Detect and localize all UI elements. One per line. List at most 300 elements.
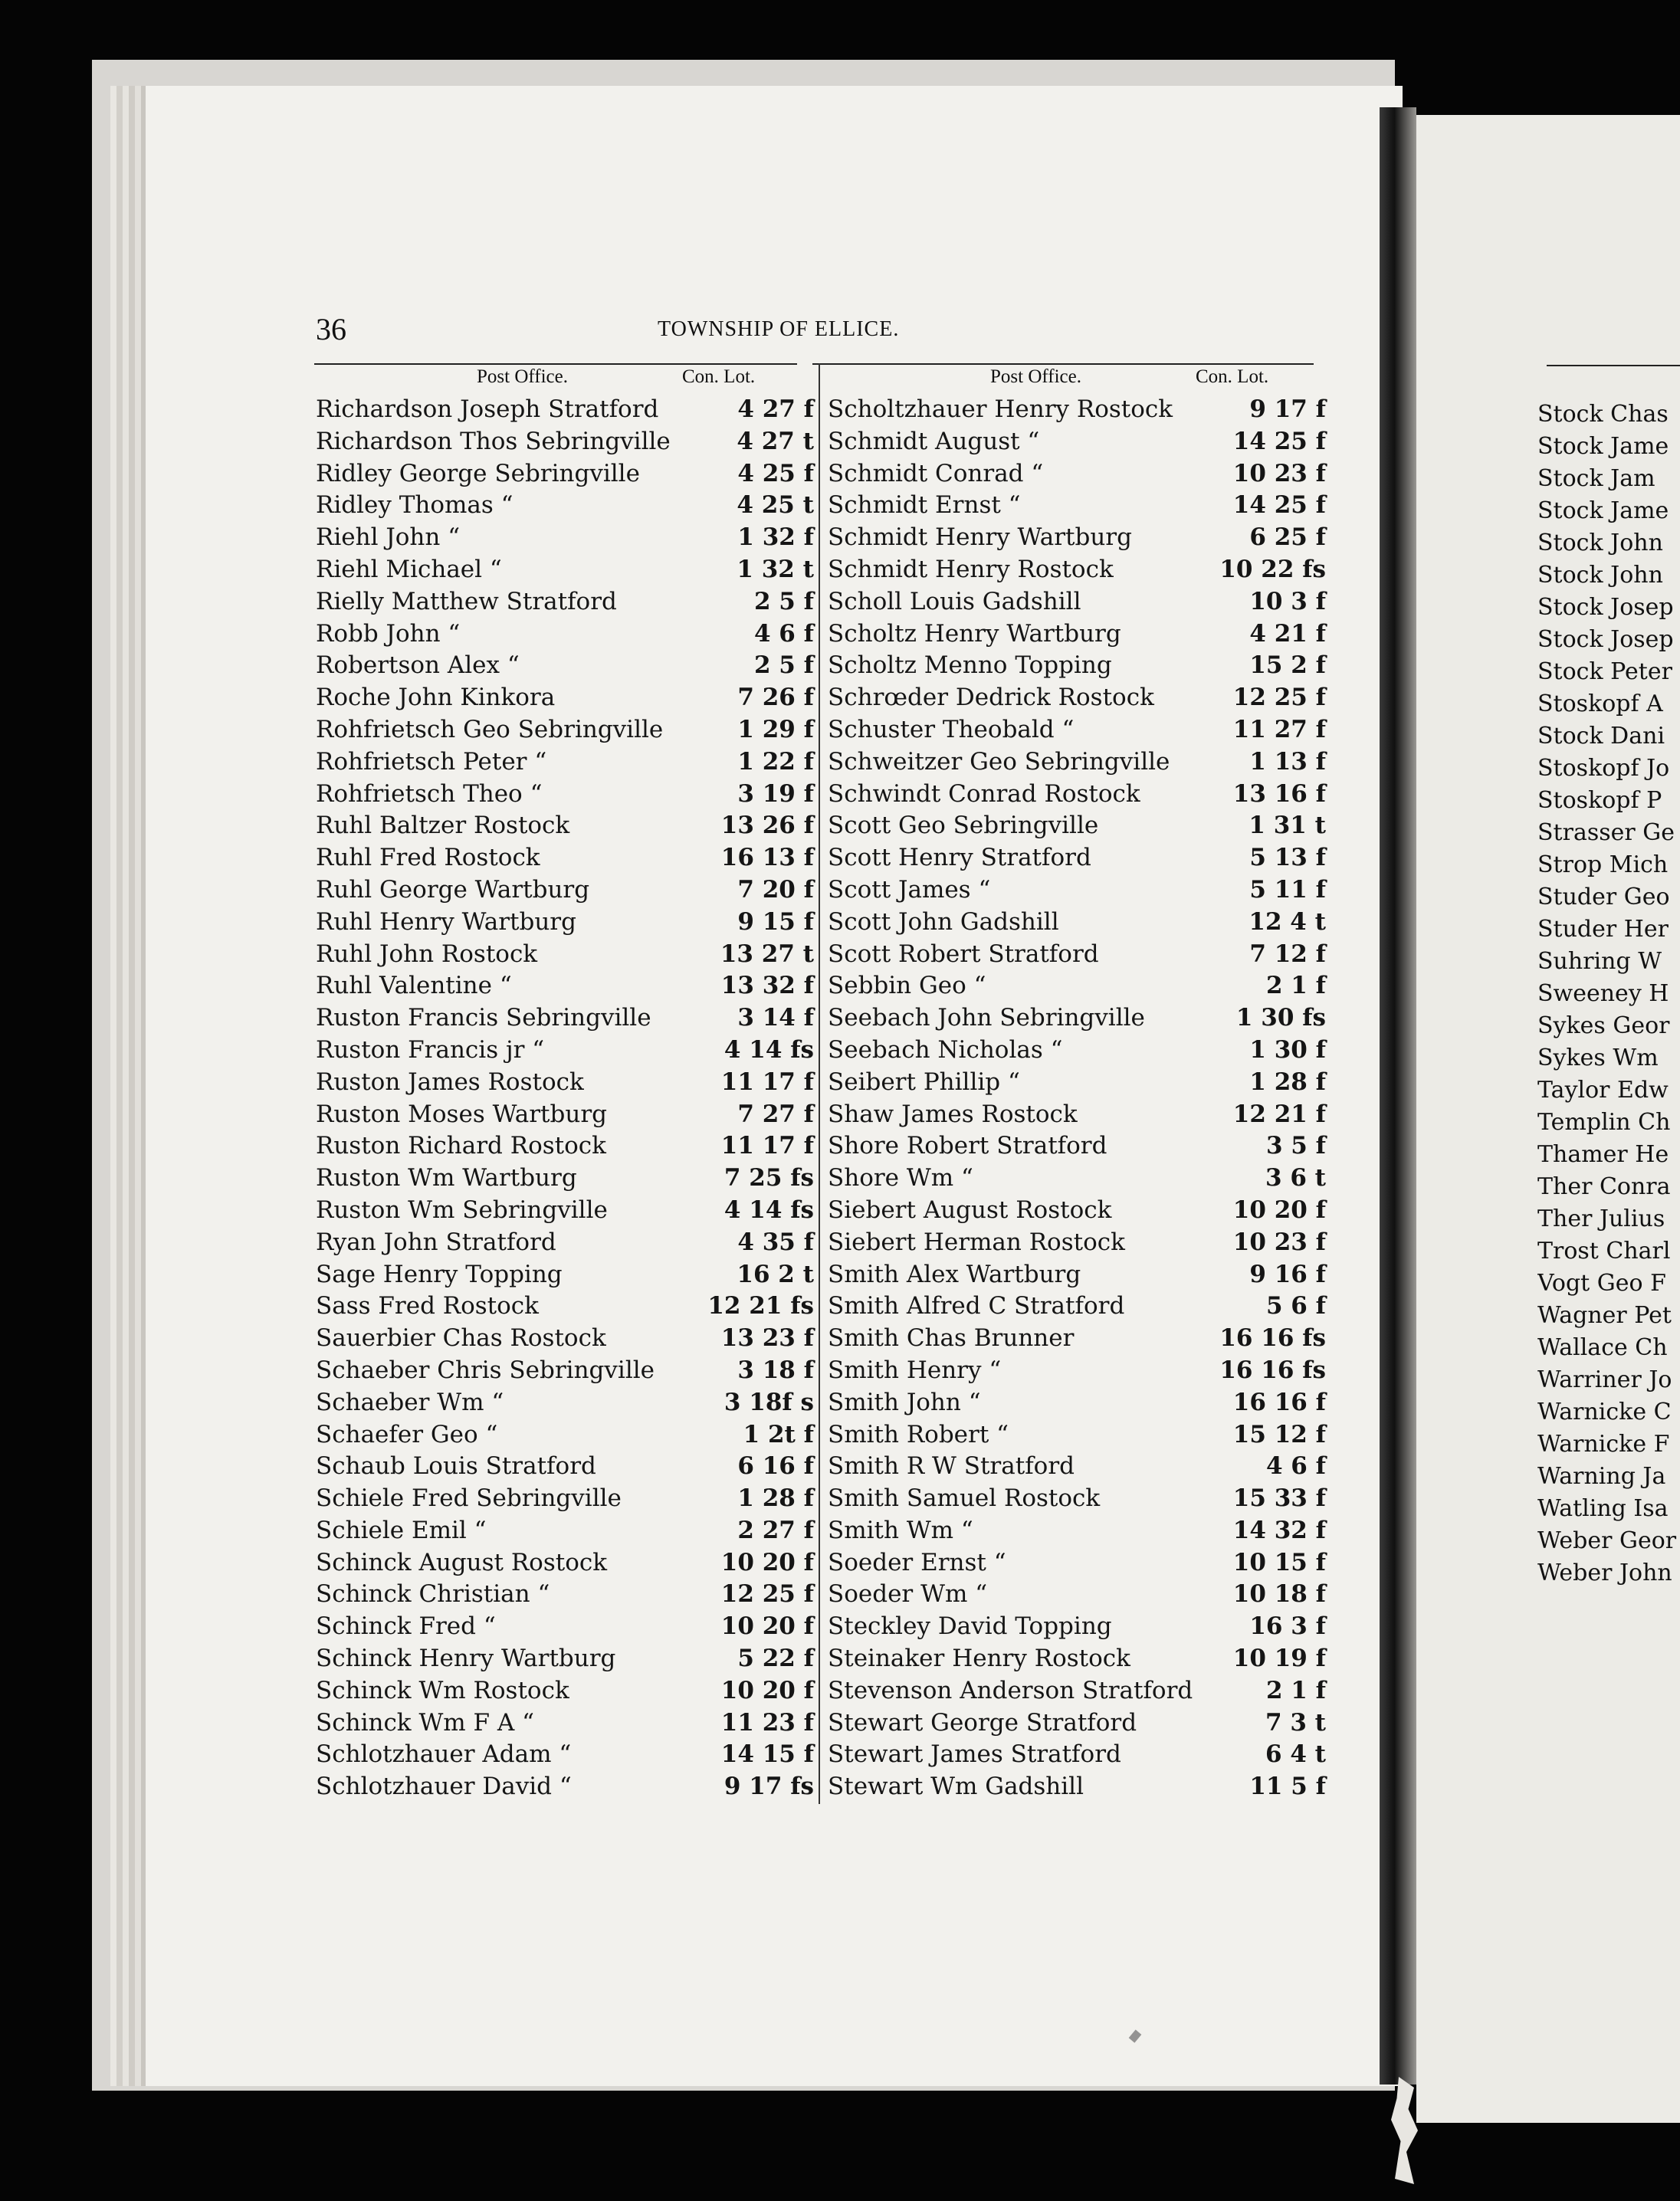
entry-con-lot: 3 5 f bbox=[1265, 1132, 1326, 1160]
entry-con-lot: 4 35 f bbox=[737, 1228, 814, 1256]
facing-entry: Stock Josep bbox=[1537, 626, 1674, 653]
directory-entry bbox=[316, 1643, 814, 1675]
entry-con-lot: 7 12 f bbox=[1249, 940, 1326, 968]
header-post-office-right: Post Office. bbox=[990, 366, 1081, 387]
directory-entry bbox=[828, 1227, 1326, 1259]
entry-con-lot: 3 19 f bbox=[737, 779, 814, 808]
facing-page-column bbox=[1537, 399, 1680, 1589]
directory-entry bbox=[316, 1035, 814, 1067]
directory-entry bbox=[316, 1195, 814, 1227]
entry-con-lot: 2 27 f bbox=[737, 1516, 814, 1544]
directory-entry bbox=[316, 682, 814, 714]
directory-entry bbox=[828, 939, 1326, 971]
directory-entry bbox=[316, 779, 814, 811]
facing-entry: Warnicke C bbox=[1537, 1399, 1672, 1425]
directory-entry bbox=[828, 714, 1326, 746]
entry-name: Smith John “ bbox=[828, 1388, 981, 1416]
entry-con-lot: 5 6 f bbox=[1265, 1292, 1326, 1320]
directory-entry bbox=[828, 1387, 1326, 1419]
entry-name: Scholtz Henry Wartburg bbox=[828, 619, 1121, 648]
entry-name: Smith Chas Brunner bbox=[828, 1324, 1075, 1353]
entry-con-lot: 14 25 f bbox=[1232, 427, 1326, 455]
directory-entry bbox=[316, 1579, 814, 1611]
directory-entry bbox=[316, 1707, 814, 1740]
entry-con-lot: 10 23 f bbox=[1232, 1228, 1326, 1256]
facing-entry: Templin Ch bbox=[1537, 1109, 1671, 1136]
directory-entry bbox=[316, 522, 814, 554]
page-number: 36 bbox=[316, 312, 346, 346]
directory-entry bbox=[316, 554, 814, 586]
header-rule-right bbox=[812, 363, 1314, 365]
entry-con-lot: 3 14 f bbox=[737, 1004, 814, 1032]
entry-name: Siebert Herman Rostock bbox=[828, 1228, 1125, 1256]
directory-entry bbox=[828, 810, 1326, 842]
directory-entry bbox=[316, 1771, 814, 1803]
entry-name: Sage Henry Topping bbox=[316, 1260, 563, 1288]
entry-con-lot: 10 3 f bbox=[1249, 587, 1326, 615]
entry-con-lot: 11 27 f bbox=[1232, 715, 1326, 743]
entry-con-lot: 14 32 f bbox=[1232, 1516, 1326, 1544]
entry-con-lot: 10 22 fs bbox=[1219, 555, 1326, 583]
entry-name: Schlotzhauer David “ bbox=[316, 1773, 572, 1801]
directory-entry bbox=[316, 1515, 814, 1547]
facing-entry: Sweeney H bbox=[1537, 980, 1669, 1007]
entry-name: Schmidt Conrad “ bbox=[828, 459, 1044, 487]
entry-name: Schmidt Henry Wartburg bbox=[828, 523, 1132, 552]
entry-name: Schaefer Geo “ bbox=[316, 1420, 498, 1448]
entry-name: Schinck Wm Rostock bbox=[316, 1676, 569, 1704]
entry-con-lot: 1 29 f bbox=[737, 715, 814, 743]
directory-entry bbox=[828, 1675, 1326, 1707]
directory-entry bbox=[828, 1355, 1326, 1387]
facing-entry: Strasser Ge bbox=[1537, 819, 1675, 846]
entry-name: Schrœder Dedrick Rostock bbox=[828, 684, 1154, 712]
entry-name: Seebach Nicholas “ bbox=[828, 1035, 1063, 1064]
directory-entry bbox=[828, 1130, 1326, 1163]
entry-name: Schinck Christian “ bbox=[316, 1580, 550, 1609]
facing-entry: Warning Ja bbox=[1537, 1463, 1666, 1490]
facing-entry: Trost Charl bbox=[1537, 1238, 1671, 1265]
header-con-lot-left: Con. Lot. bbox=[682, 366, 756, 387]
entry-con-lot: 13 27 t bbox=[720, 940, 814, 968]
entry-con-lot: 4 14 fs bbox=[724, 1035, 814, 1064]
directory-entry bbox=[316, 618, 814, 651]
entry-name: Schinck Wm F A “ bbox=[316, 1708, 535, 1737]
entry-con-lot: 16 16 fs bbox=[1219, 1356, 1326, 1384]
facing-entry: Studer Her bbox=[1537, 916, 1669, 943]
entry-name: Rohfrietsch Theo “ bbox=[316, 779, 543, 808]
directory-entry bbox=[828, 618, 1326, 651]
directory-entry bbox=[828, 874, 1326, 907]
directory-entry bbox=[828, 1611, 1326, 1643]
entry-name: Richardson Thos Sebringville bbox=[316, 427, 671, 455]
entry-name: Shore Robert Stratford bbox=[828, 1132, 1107, 1160]
directory-entry bbox=[828, 554, 1326, 586]
entry-name: Sass Fred Rostock bbox=[316, 1292, 539, 1320]
entry-con-lot: 5 11 f bbox=[1249, 875, 1326, 904]
entry-name: Rohfrietsch Peter “ bbox=[316, 747, 547, 776]
entry-name: Stewart George Stratford bbox=[828, 1708, 1137, 1737]
entry-con-lot: 4 21 f bbox=[1249, 619, 1326, 648]
entry-con-lot: 15 2 f bbox=[1249, 651, 1326, 680]
directory-entry bbox=[316, 970, 814, 1002]
directory-entry bbox=[316, 1227, 814, 1259]
entry-name: Schmidt Ernst “ bbox=[828, 491, 1021, 520]
facing-entry: Ther Julius bbox=[1537, 1205, 1665, 1232]
facing-entry: Sykes Geor bbox=[1537, 1012, 1670, 1039]
entry-con-lot: 2 1 f bbox=[1265, 972, 1326, 1000]
entry-name: Ruston Richard Rostock bbox=[316, 1132, 606, 1160]
entry-name: Shaw James Rostock bbox=[828, 1100, 1078, 1128]
entry-name: Ridley Thomas “ bbox=[316, 491, 514, 520]
facing-entry: Wallace Ch bbox=[1537, 1334, 1668, 1361]
entry-con-lot: 9 17 fs bbox=[724, 1773, 814, 1801]
facing-entry: Warriner Jo bbox=[1537, 1366, 1672, 1393]
entry-name: Robb John “ bbox=[316, 619, 461, 648]
entry-name: Soeder Wm “ bbox=[828, 1580, 988, 1609]
entry-con-lot: 9 16 f bbox=[1249, 1260, 1326, 1288]
entry-con-lot: 12 4 t bbox=[1249, 907, 1326, 936]
entry-name: Ruhl George Wartburg bbox=[316, 875, 590, 904]
directory-entry bbox=[828, 394, 1326, 426]
entry-con-lot: 12 21 fs bbox=[707, 1292, 814, 1320]
entry-con-lot: 11 5 f bbox=[1249, 1773, 1326, 1801]
entry-con-lot: 5 22 f bbox=[737, 1645, 814, 1673]
entry-name: Schaub Louis Stratford bbox=[316, 1452, 596, 1481]
entry-con-lot: 7 25 fs bbox=[724, 1164, 814, 1192]
entry-name: Scott Robert Stratford bbox=[828, 940, 1099, 968]
entry-name: Soeder Ernst “ bbox=[828, 1548, 1006, 1576]
directory-entry bbox=[316, 1002, 814, 1035]
entry-name: Scott Geo Sebringville bbox=[828, 812, 1099, 840]
entry-con-lot: 3 18f s bbox=[724, 1388, 814, 1416]
entry-name: Seibert Phillip “ bbox=[828, 1068, 1020, 1096]
entry-name: Schlotzhauer Adam “ bbox=[316, 1740, 572, 1769]
entry-con-lot: 11 17 f bbox=[720, 1068, 814, 1096]
entry-name: Richardson Joseph Stratford bbox=[316, 395, 659, 423]
column-divider bbox=[819, 363, 820, 1804]
directory-entry bbox=[316, 1291, 814, 1323]
directory-entry bbox=[316, 1387, 814, 1419]
facing-entry: Stock Peter bbox=[1537, 658, 1672, 685]
entry-con-lot: 5 13 f bbox=[1249, 844, 1326, 872]
entry-name: Ruhl Henry Wartburg bbox=[316, 907, 576, 936]
entry-con-lot: 12 25 f bbox=[720, 1580, 814, 1609]
entry-con-lot: 13 16 f bbox=[1232, 779, 1326, 808]
directory-entry bbox=[828, 682, 1326, 714]
entry-con-lot: 1 22 f bbox=[737, 747, 814, 776]
entry-name: Scott John Gadshill bbox=[828, 907, 1059, 936]
entry-name: Smith R W Stratford bbox=[828, 1452, 1075, 1481]
entry-name: Schiele Fred Sebringville bbox=[316, 1484, 622, 1513]
directory-entry bbox=[828, 426, 1326, 458]
directory-entry bbox=[828, 1259, 1326, 1291]
entry-con-lot: 10 19 f bbox=[1232, 1645, 1326, 1673]
entry-con-lot: 14 25 f bbox=[1232, 491, 1326, 520]
directory-entry bbox=[316, 907, 814, 939]
book-gutter bbox=[1380, 107, 1416, 2085]
page-title: TOWNSHIP OF ELLICE. bbox=[658, 317, 900, 341]
entry-con-lot: 4 6 f bbox=[1265, 1452, 1326, 1481]
entry-con-lot: 7 20 f bbox=[737, 875, 814, 904]
facing-entry: Stock Chas bbox=[1537, 401, 1669, 428]
entry-con-lot: 7 3 t bbox=[1265, 1708, 1326, 1737]
entry-name: Stewart Wm Gadshill bbox=[828, 1773, 1084, 1801]
entry-con-lot: 16 3 f bbox=[1249, 1612, 1326, 1641]
directory-entry bbox=[316, 650, 814, 682]
entry-con-lot: 12 21 f bbox=[1232, 1100, 1326, 1128]
entry-con-lot: 10 20 f bbox=[720, 1548, 814, 1576]
entry-con-lot: 4 27 t bbox=[737, 427, 814, 455]
entry-name: Smith Robert “ bbox=[828, 1420, 1009, 1448]
entry-name: Schmidt August “ bbox=[828, 427, 1040, 455]
facing-entry: Ther Conra bbox=[1537, 1173, 1671, 1200]
facing-entry: Stock John bbox=[1537, 562, 1663, 589]
entry-con-lot: 16 16 f bbox=[1232, 1388, 1326, 1416]
directory-entry bbox=[828, 458, 1326, 490]
facing-entry: Sykes Wm bbox=[1537, 1045, 1659, 1071]
entry-name: Rielly Matthew Stratford bbox=[316, 587, 617, 615]
entry-name: Sebbin Geo “ bbox=[828, 972, 986, 1000]
directory-entry bbox=[828, 522, 1326, 554]
entry-con-lot: 3 18 f bbox=[737, 1356, 814, 1384]
entry-con-lot: 1 28 f bbox=[737, 1484, 814, 1513]
directory-entry bbox=[828, 1707, 1326, 1740]
entry-con-lot: 1 31 t bbox=[1249, 812, 1326, 840]
facing-entry: Stoskopf A bbox=[1537, 690, 1663, 717]
entry-name: Robertson Alex “ bbox=[316, 651, 520, 680]
directory-entry bbox=[828, 1323, 1326, 1355]
facing-entry: Watling Isa bbox=[1537, 1495, 1669, 1522]
facing-entry: Thamer He bbox=[1537, 1141, 1669, 1168]
directory-entry bbox=[316, 1451, 814, 1483]
directory-entry bbox=[828, 1163, 1326, 1195]
directory-entry bbox=[316, 1323, 814, 1355]
directory-entry bbox=[316, 458, 814, 490]
directory-entry bbox=[828, 1451, 1326, 1483]
facing-entry: Vogt Geo F bbox=[1537, 1270, 1666, 1297]
facing-entry: Studer Geo bbox=[1537, 884, 1670, 910]
directory-entry bbox=[828, 1515, 1326, 1547]
entry-con-lot: 13 32 f bbox=[720, 972, 814, 1000]
directory-entry bbox=[316, 426, 814, 458]
entry-name: Ruston Francis jr “ bbox=[316, 1035, 545, 1064]
directory-entry bbox=[316, 842, 814, 874]
facing-entry: Stock Jame bbox=[1537, 433, 1669, 460]
entry-name: Stewart James Stratford bbox=[828, 1740, 1121, 1769]
directory-entry bbox=[316, 746, 814, 779]
directory-entry bbox=[828, 1419, 1326, 1451]
directory-entry bbox=[316, 939, 814, 971]
directory-entry bbox=[828, 907, 1326, 939]
entry-name: Ruston Moses Wartburg bbox=[316, 1100, 607, 1128]
directory-entry bbox=[828, 1195, 1326, 1227]
directory-entry bbox=[828, 970, 1326, 1002]
entry-name: Ruston Wm Sebringville bbox=[316, 1196, 608, 1224]
entry-con-lot: 1 28 f bbox=[1249, 1068, 1326, 1096]
entry-name: Stevenson Anderson Stratford bbox=[828, 1676, 1193, 1704]
entry-name: Scholl Louis Gadshill bbox=[828, 587, 1081, 615]
directory-entry bbox=[316, 1099, 814, 1131]
entry-con-lot: 4 27 f bbox=[737, 395, 814, 423]
directory-entry bbox=[316, 874, 814, 907]
entry-con-lot: 11 17 f bbox=[720, 1132, 814, 1160]
directory-entry bbox=[828, 746, 1326, 779]
entry-con-lot: 4 14 fs bbox=[724, 1196, 814, 1224]
directory-entry bbox=[316, 1130, 814, 1163]
entry-name: Sauerbier Chas Rostock bbox=[316, 1324, 606, 1353]
entry-con-lot: 1 32 f bbox=[737, 523, 814, 552]
directory-entry bbox=[316, 490, 814, 522]
directory-entry bbox=[828, 1067, 1326, 1099]
entry-con-lot: 16 13 f bbox=[720, 844, 814, 872]
entry-name: Seebach John Sebringville bbox=[828, 1004, 1145, 1032]
entry-con-lot: 1 13 f bbox=[1249, 747, 1326, 776]
right-directory-column bbox=[828, 394, 1326, 1803]
entry-con-lot: 13 23 f bbox=[720, 1324, 814, 1353]
directory-entry bbox=[316, 1611, 814, 1643]
facing-entry: Stock Jame bbox=[1537, 497, 1669, 524]
facing-entry: Stock Josep bbox=[1537, 594, 1674, 621]
directory-entry bbox=[828, 1739, 1326, 1771]
entry-name: Siebert August Rostock bbox=[828, 1196, 1112, 1224]
entry-name: Scholtz Menno Topping bbox=[828, 651, 1112, 680]
entry-con-lot: 4 6 f bbox=[753, 619, 814, 648]
entry-name: Scott Henry Stratford bbox=[828, 844, 1091, 872]
directory-entry bbox=[316, 1739, 814, 1771]
entry-name: Ridley George Sebringville bbox=[316, 459, 640, 487]
directory-entry bbox=[828, 1099, 1326, 1131]
entry-name: Roche John Kinkora bbox=[316, 684, 556, 712]
directory-entry bbox=[828, 1643, 1326, 1675]
entry-con-lot: 10 15 f bbox=[1232, 1548, 1326, 1576]
entry-name: Scott James “ bbox=[828, 875, 991, 904]
entry-con-lot: 4 25 f bbox=[737, 459, 814, 487]
entry-name: Ruston James Rostock bbox=[316, 1068, 584, 1096]
entry-name: Schmidt Henry Rostock bbox=[828, 555, 1114, 583]
entry-name: Scholtzhauer Henry Rostock bbox=[828, 395, 1173, 423]
directory-entry bbox=[828, 842, 1326, 874]
left-directory-column bbox=[316, 394, 814, 1803]
entry-name: Smith Wm “ bbox=[828, 1516, 973, 1544]
entry-name: Smith Samuel Rostock bbox=[828, 1484, 1101, 1513]
directory-entry bbox=[316, 394, 814, 426]
facing-entry: Weber Geor bbox=[1537, 1527, 1677, 1554]
entry-name: Smith Alfred C Stratford bbox=[828, 1292, 1125, 1320]
facing-entry: Wagner Pet bbox=[1537, 1302, 1672, 1329]
facing-entry: Weber John bbox=[1537, 1560, 1672, 1586]
facing-entry: Suhring W bbox=[1537, 948, 1662, 975]
entry-con-lot: 10 20 f bbox=[720, 1612, 814, 1641]
entry-con-lot: 2 5 f bbox=[753, 651, 814, 680]
entry-name: Schaeber Chris Sebringville bbox=[316, 1356, 655, 1384]
entry-name: Smith Henry “ bbox=[828, 1356, 1002, 1384]
directory-entry bbox=[828, 1002, 1326, 1035]
facing-entry: Stock Jam bbox=[1537, 465, 1655, 492]
entry-con-lot: 14 15 f bbox=[720, 1740, 814, 1769]
entry-name: Schiele Emil “ bbox=[316, 1516, 487, 1544]
entry-name: Schaeber Wm “ bbox=[316, 1388, 504, 1416]
entry-name: Rohfrietsch Geo Sebringville bbox=[316, 715, 664, 743]
facing-entry: Warnicke F bbox=[1537, 1431, 1670, 1458]
directory-entry bbox=[828, 1579, 1326, 1611]
entry-con-lot: 9 15 f bbox=[737, 907, 814, 936]
directory-entry bbox=[828, 1483, 1326, 1515]
entry-name: Ruhl John Rostock bbox=[316, 940, 538, 968]
directory-entry bbox=[316, 714, 814, 746]
entry-name: Schweitzer Geo Sebringville bbox=[828, 747, 1170, 776]
directory-entry bbox=[828, 650, 1326, 682]
entry-con-lot: 15 12 f bbox=[1232, 1420, 1326, 1448]
entry-con-lot: 1 30 fs bbox=[1235, 1004, 1326, 1032]
directory-entry bbox=[316, 1259, 814, 1291]
entry-name: Ruhl Fred Rostock bbox=[316, 844, 540, 872]
directory-entry bbox=[316, 1483, 814, 1515]
directory-entry bbox=[828, 490, 1326, 522]
directory-entry bbox=[828, 779, 1326, 811]
entry-name: Ruston Francis Sebringville bbox=[316, 1004, 651, 1032]
directory-entry bbox=[316, 1067, 814, 1099]
entry-name: Ruston Wm Wartburg bbox=[316, 1164, 577, 1192]
entry-con-lot: 11 23 f bbox=[720, 1708, 814, 1737]
entry-con-lot: 6 25 f bbox=[1249, 523, 1326, 552]
entry-con-lot: 10 23 f bbox=[1232, 459, 1326, 487]
entry-name: Ruhl Baltzer Rostock bbox=[316, 812, 570, 840]
header-rule-left bbox=[314, 363, 797, 365]
entry-con-lot: 6 16 f bbox=[737, 1452, 814, 1481]
entry-name: Schinck Fred “ bbox=[316, 1612, 496, 1641]
directory-entry bbox=[828, 1035, 1326, 1067]
facing-entry: Stoskopf Jo bbox=[1537, 755, 1670, 782]
entry-name: Schuster Theobald “ bbox=[828, 715, 1075, 743]
entry-name: Schwindt Conrad Rostock bbox=[828, 779, 1140, 808]
entry-con-lot: 1 30 f bbox=[1249, 1035, 1326, 1064]
entry-name: Ruhl Valentine “ bbox=[316, 972, 512, 1000]
entry-con-lot: 2 1 f bbox=[1265, 1676, 1326, 1704]
entry-con-lot: 13 26 f bbox=[720, 812, 814, 840]
directory-entry bbox=[316, 810, 814, 842]
directory-entry bbox=[316, 1419, 814, 1451]
entry-con-lot: 9 17 f bbox=[1249, 395, 1326, 423]
entry-name: Schinck Henry Wartburg bbox=[316, 1645, 616, 1673]
entry-name: Steckley David Topping bbox=[828, 1612, 1112, 1641]
entry-name: Ryan John Stratford bbox=[316, 1228, 556, 1256]
facing-entry: Stock Dani bbox=[1537, 723, 1665, 750]
entry-con-lot: 4 25 t bbox=[737, 491, 814, 520]
entry-con-lot: 6 4 t bbox=[1265, 1740, 1326, 1769]
entry-con-lot: 7 27 f bbox=[737, 1100, 814, 1128]
entry-name: Steinaker Henry Rostock bbox=[828, 1645, 1130, 1673]
entry-name: Schinck August Rostock bbox=[316, 1548, 608, 1576]
facing-entry: Strop Mich bbox=[1537, 851, 1669, 878]
directory-entry bbox=[316, 1547, 814, 1579]
entry-con-lot: 10 20 f bbox=[1232, 1196, 1326, 1224]
entry-con-lot: 16 2 t bbox=[737, 1260, 814, 1288]
entry-con-lot: 12 25 f bbox=[1232, 684, 1326, 712]
entry-con-lot: 7 26 f bbox=[737, 684, 814, 712]
header-con-lot-right: Con. Lot. bbox=[1196, 366, 1269, 387]
facing-entry: Stock John bbox=[1537, 530, 1663, 556]
directory-entry bbox=[316, 1355, 814, 1387]
entry-con-lot: 10 20 f bbox=[720, 1676, 814, 1704]
entry-con-lot: 2 5 f bbox=[753, 587, 814, 615]
directory-entry bbox=[828, 1547, 1326, 1579]
directory-entry bbox=[316, 1675, 814, 1707]
entry-name: Smith Alex Wartburg bbox=[828, 1260, 1081, 1288]
entry-name: Riehl John “ bbox=[316, 523, 461, 552]
facing-page-rule bbox=[1547, 365, 1680, 366]
entry-con-lot: 1 2t f bbox=[743, 1420, 814, 1448]
